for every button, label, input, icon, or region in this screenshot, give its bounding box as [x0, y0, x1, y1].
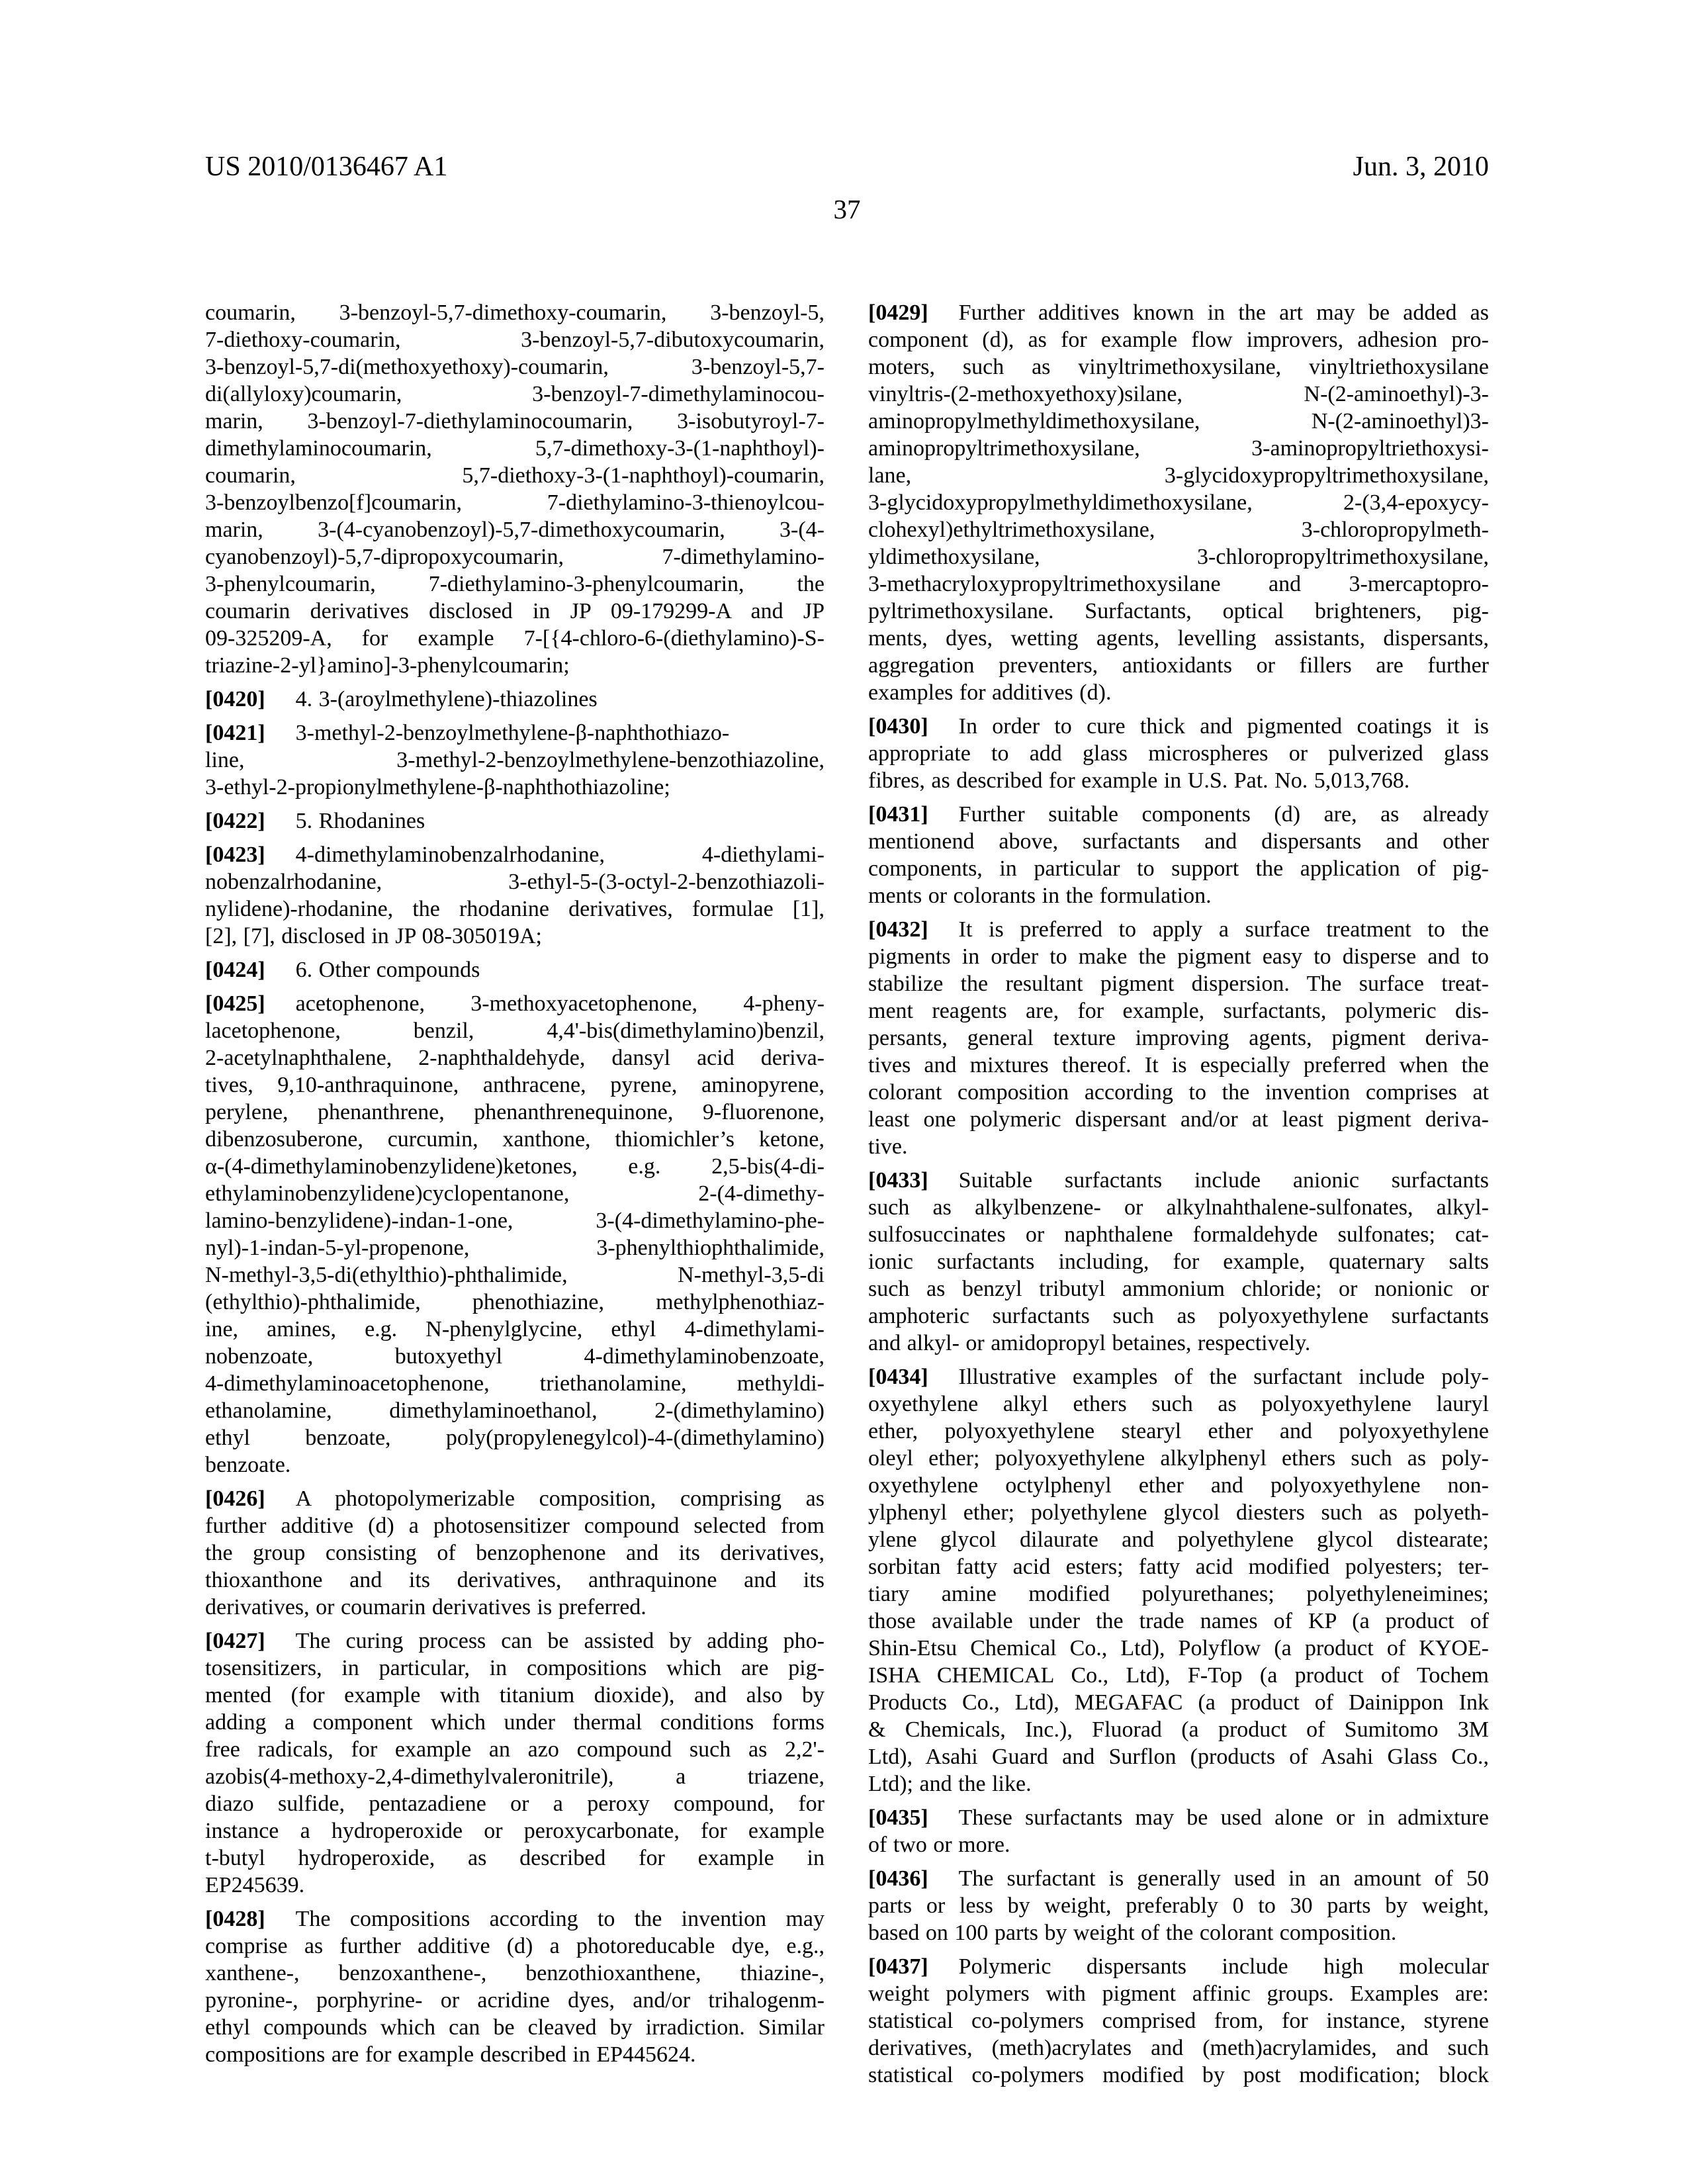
paragraph-number: [0433]	[868, 1168, 928, 1193]
paragraph	[205, 1485, 825, 1621]
text-line: statistical co-polymers comprised from, for instance, styrene	[868, 2009, 1489, 2033]
paragraph	[868, 1363, 1489, 1797]
text-line: nobenzalrhodanine, 3-ethyl-5-(3-octyl-2-benzothiazoli-	[205, 870, 825, 894]
text-line: aggregation preventers, antioxidants or fillers are further	[868, 653, 1489, 678]
paragraph-number: [0430]	[868, 714, 928, 739]
text-line: [0421] 3-methyl-2-benzoylmethylene-β-naphthothiazo-	[205, 721, 730, 745]
text-line: benzoate.	[205, 1453, 291, 1477]
text-line: nyl)-1-indan-5-yl-propenone, 3-phenylthiophthalimide,	[205, 1236, 825, 1260]
text-line: [0433] Suitable surfactants include anionic surfactants	[868, 1168, 1489, 1193]
text-line: parts or less by weight, preferably 0 to 30 parts by weight,	[868, 1893, 1489, 1918]
text-line: ments, dyes, wetting agents, levelling assistants, dispersants,	[868, 626, 1489, 651]
text-line: [0428] The compositions according to the invention may	[205, 1907, 825, 1931]
text-line: tives, 9,10-anthraquinone, anthracene, pyrene, aminopyrene,	[205, 1073, 825, 1097]
patent-number: US 2010/0136467 A1	[205, 152, 448, 182]
text-line: ethyl benzoate, poly(propylenegylcol)-4-(dimethylamino)	[205, 1426, 825, 1450]
paragraph	[205, 956, 825, 983]
text-line: free radicals, for example an azo compound such as 2,2'-	[205, 1737, 825, 1762]
paragraph-number: [0420]	[205, 687, 265, 711]
text-line: xanthene-, benzoxanthene-, benzothioxanthene, thiazine-,	[205, 1961, 825, 1985]
text-line: 4-dimethylaminoacetophenone, triethanolamine, methyldi-	[205, 1371, 825, 1396]
text-line: diazo sulfide, pentazadiene or a peroxy compound, for	[205, 1792, 825, 1816]
text-line: ments or colorants in the formulation.	[868, 884, 1212, 908]
text-line: ether, polyoxyethylene stearyl ether and polyoxyethylene	[868, 1419, 1489, 1443]
text-line: di(allyloxy)coumarin, 3-benzoyl-7-dimethylaminocou-	[205, 382, 825, 406]
page-number: 37	[833, 194, 861, 224]
paragraph	[205, 299, 825, 679]
text-line: marin, 3-benzoyl-7-diethylaminocoumarin, 3-isobutyroyl-7-	[205, 409, 825, 433]
paragraph	[868, 1167, 1489, 1357]
text-line: [0425] acetophenone, 3-methoxyacetophenone, 4-pheny-	[205, 991, 825, 1016]
text-line: nobenzoate, butoxyethyl 4-dimethylaminobenzoate,	[205, 1344, 825, 1369]
text-line: pyltrimethoxysilane. Surfactants, optical brighteners, pig-	[868, 599, 1489, 623]
text-line: 09-325209-A, for example 7-[{4-chloro-6-(diethylamino)-S-	[205, 626, 825, 651]
text-line: [0429] Further additives known in the art may be added as	[868, 300, 1489, 325]
text-line: lane, 3-glycidoxypropyltrimethoxysilane,	[868, 463, 1489, 488]
text-line: persants, general texture improving agents, pigment deriva-	[868, 1026, 1489, 1050]
text-line: ionic surfactants including, for example, quaternary salts	[868, 1250, 1489, 1274]
text-line: yldimethoxysilane, 3-chloropropyltrimethoxysilane,	[868, 545, 1489, 569]
text-line: least one polymeric dispersant and/or at least pigment deriva-	[868, 1107, 1489, 1132]
right-column	[868, 299, 1489, 2089]
text-line: vinyltris-(2-methoxyethoxy)silane, N-(2-aminoethyl)-3-	[868, 382, 1489, 406]
text-line: [0423] 4-dimethylaminobenzalrhodanine, 4-diethylami-	[205, 842, 825, 867]
text-line: [0427] The curing process can be assisted by adding pho-	[205, 1629, 825, 1653]
text-line: dibenzosuberone, curcumin, xanthone, thiomichler’s ketone,	[205, 1127, 825, 1152]
text-line: mented (for example with titanium dioxide), and also by	[205, 1683, 825, 1707]
text-line: ethyl compounds which can be cleaved by irradiction. Similar	[205, 2015, 825, 2040]
text-line: marin, 3-(4-cyanobenzoyl)-5,7-dimethoxycoumarin, 3-(4-	[205, 518, 825, 542]
text-line: such as benzyl tributyl ammonium chloride; or nonionic or	[868, 1277, 1489, 1301]
paragraph	[205, 1627, 825, 1899]
paragraph	[868, 713, 1489, 794]
text-line: tive.	[868, 1134, 908, 1159]
paragraph-number: [0429]	[868, 300, 928, 325]
text-line: and alkyl- or amidopropyl betaines, respectively.	[868, 1331, 1311, 1355]
text-line: ylene glycol dilaurate and polyethylene glycol distearate;	[868, 1527, 1489, 1552]
text-line: N-methyl-3,5-di(ethylthio)-phthalimide, N-methyl-3,5-di	[205, 1263, 825, 1287]
text-line: ethylaminobenzylidene)cyclopentanone, 2-(4-dimethy-	[205, 1181, 825, 1206]
text-line: oxyethylene alkyl ethers such as polyoxyethylene lauryl	[868, 1392, 1489, 1416]
paragraph	[868, 299, 1489, 706]
paragraph	[868, 1804, 1489, 1858]
text-line: the group consisting of benzophenone and its derivatives,	[205, 1541, 825, 1565]
text-line: lamino-benzylidene)-indan-1-one, 3-(4-dimethylamino-phe-	[205, 1208, 825, 1233]
text-line: component (d), as for example flow improvers, adhesion pro-	[868, 328, 1489, 352]
text-line: examples for additives (d).	[868, 680, 1112, 705]
paragraph-number: [0435]	[868, 1805, 928, 1830]
text-line: pyronine-, porphyrine- or acridine dyes, and/or trihalogenm-	[205, 1988, 825, 2013]
text-line: 3-phenylcoumarin, 7-diethylamino-3-phenylcoumarin, the	[205, 572, 825, 596]
text-line: sorbitan fatty acid esters; fatty acid modified polyesters; ter-	[868, 1555, 1489, 1579]
text-line: further additive (d) a photosensitizer compound selected from	[205, 1514, 825, 1538]
text-line: components, in particular to support the application of pig-	[868, 856, 1489, 881]
text-line: ylphenyl ether; polyethylene glycol diesters such as polyeth-	[868, 1500, 1489, 1525]
text-line: [0435] These surfactants may be used alone or in admixture	[868, 1805, 1489, 1830]
text-line: EP245639.	[205, 1873, 305, 1897]
text-line: [0426] A photopolymerizable composition, comprising as	[205, 1486, 825, 1511]
text-line: based on 100 parts by weight of the colorant composition.	[868, 1921, 1397, 1945]
paragraph-number: [0425]	[205, 991, 265, 1016]
text-line: oleyl ether; polyoxyethylene alkylphenyl ethers such as poly-	[868, 1446, 1489, 1471]
paragraph	[205, 719, 825, 801]
text-line: tives and mixtures thereof. It is especially preferred when the	[868, 1053, 1489, 1077]
text-line: [0420] 4. 3-(aroylmethylene)-thiazolines	[205, 687, 598, 711]
text-line: colorant composition according to the invention comprises at	[868, 1080, 1489, 1105]
text-line: [0432] It is preferred to apply a surface treatment to the	[868, 917, 1489, 942]
text-line: perylene, phenanthrene, phenanthrenequinone, 9-fluorenone,	[205, 1100, 825, 1124]
paragraph-number: [0432]	[868, 917, 928, 942]
paragraph-number: [0423]	[205, 842, 265, 867]
text-line: (ethylthio)-phthalimide, phenothiazine, methylphenothiaz-	[205, 1290, 825, 1314]
text-line: comprise as further additive (d) a photoreducable dye, e.g.,	[205, 1934, 825, 1958]
text-line: thioxanthone and its derivatives, anthraquinone and its	[205, 1568, 825, 1592]
paragraph	[205, 990, 825, 1479]
text-line: instance a hydroperoxide or peroxycarbonate, for example	[205, 1819, 825, 1843]
text-line: 2-acetylnaphthalene, 2-naphthaldehyde, dansyl acid deriva-	[205, 1046, 825, 1070]
text-line: compositions are for example described in EP445624.	[205, 2042, 696, 2067]
text-line: 3-benzoyl-5,7-di(methoxyethoxy)-coumarin, 3-benzoyl-5,7-	[205, 355, 825, 379]
text-line: [0434] Illustrative examples of the surfactant include poly-	[868, 1365, 1489, 1389]
text-line: ISHA CHEMICAL Co., Ltd), F-Top (a product of Tochem	[868, 1663, 1489, 1688]
paragraph	[205, 807, 825, 835]
text-line: aminopropylmethyldimethoxysilane, N-(2-aminoethyl)3-	[868, 409, 1489, 433]
text-line: coumarin derivatives disclosed in JP 09-179299-A and JP	[205, 599, 825, 623]
paragraph-number: [0434]	[868, 1365, 928, 1389]
text-line: [0430] In order to cure thick and pigmented coatings it is	[868, 714, 1489, 739]
text-line: Products Co., Ltd), MEGAFAC (a product of Dainippon Ink	[868, 1690, 1489, 1715]
text-line: azobis(4-methoxy-2,4-dimethylvaleronitrile), a triazene,	[205, 1764, 825, 1789]
text-line: [0437] Polymeric dispersants include high molecular	[868, 1954, 1489, 1979]
text-line: [0422] 5. Rhodanines	[205, 809, 425, 833]
text-line: 3-benzoylbenzo[f]coumarin, 7-diethylamino-3-thienoylcou-	[205, 490, 825, 515]
text-line: t-butyl hydroperoxide, as described for example in	[205, 1846, 825, 1870]
text-line: ethanolamine, dimethylaminoethanol, 2-(dimethylamino)	[205, 1398, 825, 1423]
text-line: stabilize the resultant pigment dispersion. The surface treat-	[868, 972, 1489, 996]
paragraph-number: [0424]	[205, 958, 265, 982]
text-line: clohexyl)ethyltrimethoxysilane, 3-chloropropylmeth-	[868, 518, 1489, 542]
text-line: derivatives, or coumarin derivatives is preferred.	[205, 1595, 646, 1619]
text-line: Ltd); and the like.	[868, 1772, 1032, 1796]
paragraph	[868, 801, 1489, 909]
text-line: derivatives, (meth)acrylates and (meth)acrylamides, and such	[868, 2036, 1489, 2060]
text-line: lacetophenone, benzil, 4,4'-bis(dimethylamino)benzil,	[205, 1019, 825, 1043]
paragraph-number: [0427]	[205, 1629, 265, 1653]
text-line: 3-glycidoxypropylmethyldimethoxysilane, 2-(3,4-epoxycy-	[868, 490, 1489, 515]
text-line: Shin-Etsu Chemical Co., Ltd), Polyflow (a product of KYOE-	[868, 1636, 1489, 1661]
text-line: α-(4-dimethylaminobenzylidene)ketones, e.g. 2,5-bis(4-di-	[205, 1154, 825, 1179]
text-line: such as alkylbenzene- or alkylnahthalene-sulfonates, alkyl-	[868, 1195, 1489, 1220]
text-line: cyanobenzoyl)-5,7-dipropoxycoumarin, 7-dimethylamino-	[205, 545, 825, 569]
text-line: tiary amine modified polyurethanes; polyethyleneimines;	[868, 1582, 1489, 1606]
page-header	[205, 151, 1489, 183]
text-line: coumarin, 5,7-diethoxy-3-(1-naphthoyl)-coumarin,	[205, 463, 825, 488]
paragraph-number: [0437]	[868, 1954, 928, 1979]
text-line: moters, such as vinyltrimethoxysilane, vinyltriethoxysilane	[868, 355, 1489, 379]
text-line: triazine-2-yl}amino]-3-phenylcoumarin;	[205, 653, 570, 678]
text-line: adding a component which under thermal conditions forms	[205, 1710, 825, 1735]
paragraph-number: [0428]	[205, 1907, 265, 1931]
text-line: of two or more.	[868, 1833, 1010, 1857]
text-line: [2], [7], disclosed in JP 08-305019A;	[205, 924, 542, 948]
paragraph	[205, 841, 825, 950]
text-line: [0436] The surfactant is generally used in an amount of 50	[868, 1866, 1489, 1891]
paragraph	[868, 1953, 1489, 2089]
text-line: amphoteric surfactants such as polyoxyethylene surfactants	[868, 1304, 1489, 1328]
paragraph-number: [0426]	[205, 1486, 265, 1511]
paragraph	[868, 1865, 1489, 1946]
text-line: weight polymers with pigment affinic groups. Examples are:	[868, 1981, 1489, 2006]
text-line: ine, amines, e.g. N-phenylglycine, ethyl 4-dimethylami-	[205, 1317, 825, 1342]
text-line: mentionend above, surfactants and dispersants and other	[868, 829, 1489, 854]
text-line: pigments in order to make the pigment easy to disperse and to	[868, 944, 1489, 969]
text-line: sulfosuccinates or naphthalene formaldehyde sulfonates; cat-	[868, 1222, 1489, 1247]
text-line: [0424] 6. Other compounds	[205, 958, 480, 982]
text-line: tosensitizers, in particular, in compositions which are pig-	[205, 1656, 825, 1680]
text-line: ment reagents are, for example, surfactants, polymeric dis-	[868, 999, 1489, 1023]
paragraph	[205, 686, 825, 713]
paragraph-number: [0431]	[868, 802, 928, 827]
text-line: [0431] Further suitable components (d) are, as already	[868, 802, 1489, 827]
paragraph	[205, 1905, 825, 2068]
text-line: oxyethylene octylphenyl ether and polyoxyethylene non-	[868, 1473, 1489, 1498]
text-line: line, 3-methyl-2-benzoylmethylene-benzothiazoline,	[205, 748, 825, 772]
paragraph-number: [0422]	[205, 809, 265, 833]
publication-date: Jun. 3, 2010	[1353, 152, 1489, 182]
paragraph	[868, 916, 1489, 1160]
text-line: appropriate to add glass microspheres or pulverized glass	[868, 741, 1489, 766]
paragraph-number: [0436]	[868, 1866, 928, 1891]
text-line: & Chemicals, Inc.), Fluorad (a product of Sumitomo 3M	[868, 1717, 1489, 1742]
text-line: coumarin, 3-benzoyl-5,7-dimethoxy-coumarin, 3-benzoyl-5,	[205, 300, 825, 325]
text-line: dimethylaminocoumarin, 5,7-dimethoxy-3-(1-naphthoyl)-	[205, 436, 825, 461]
text-line: 3-ethyl-2-propionylmethylene-β-naphthothiazoline;	[205, 775, 670, 799]
text-line: nylidene)-rhodanine, the rhodanine derivatives, formulae [1],	[205, 897, 825, 921]
paragraph-number: [0421]	[205, 721, 265, 745]
text-line: aminopropyltrimethoxysilane, 3-aminopropyltriethoxysi-	[868, 436, 1489, 461]
text-line: those available under the trade names of KP (a product of	[868, 1609, 1489, 1633]
left-column	[205, 299, 825, 2068]
text-line: 3-methacryloxypropyltrimethoxysilane and 3-mercaptopro-	[868, 572, 1489, 596]
text-line: fibres, as described for example in U.S. Pat. No. 5,013,768.	[868, 768, 1410, 793]
text-line: Ltd), Asahi Guard and Surflon (products of Asahi Glass Co.,	[868, 1745, 1489, 1769]
text-line: 7-diethoxy-coumarin, 3-benzoyl-5,7-dibutoxycoumarin,	[205, 328, 825, 352]
text-line: statistical co-polymers modified by post modification; block	[868, 2063, 1489, 2087]
